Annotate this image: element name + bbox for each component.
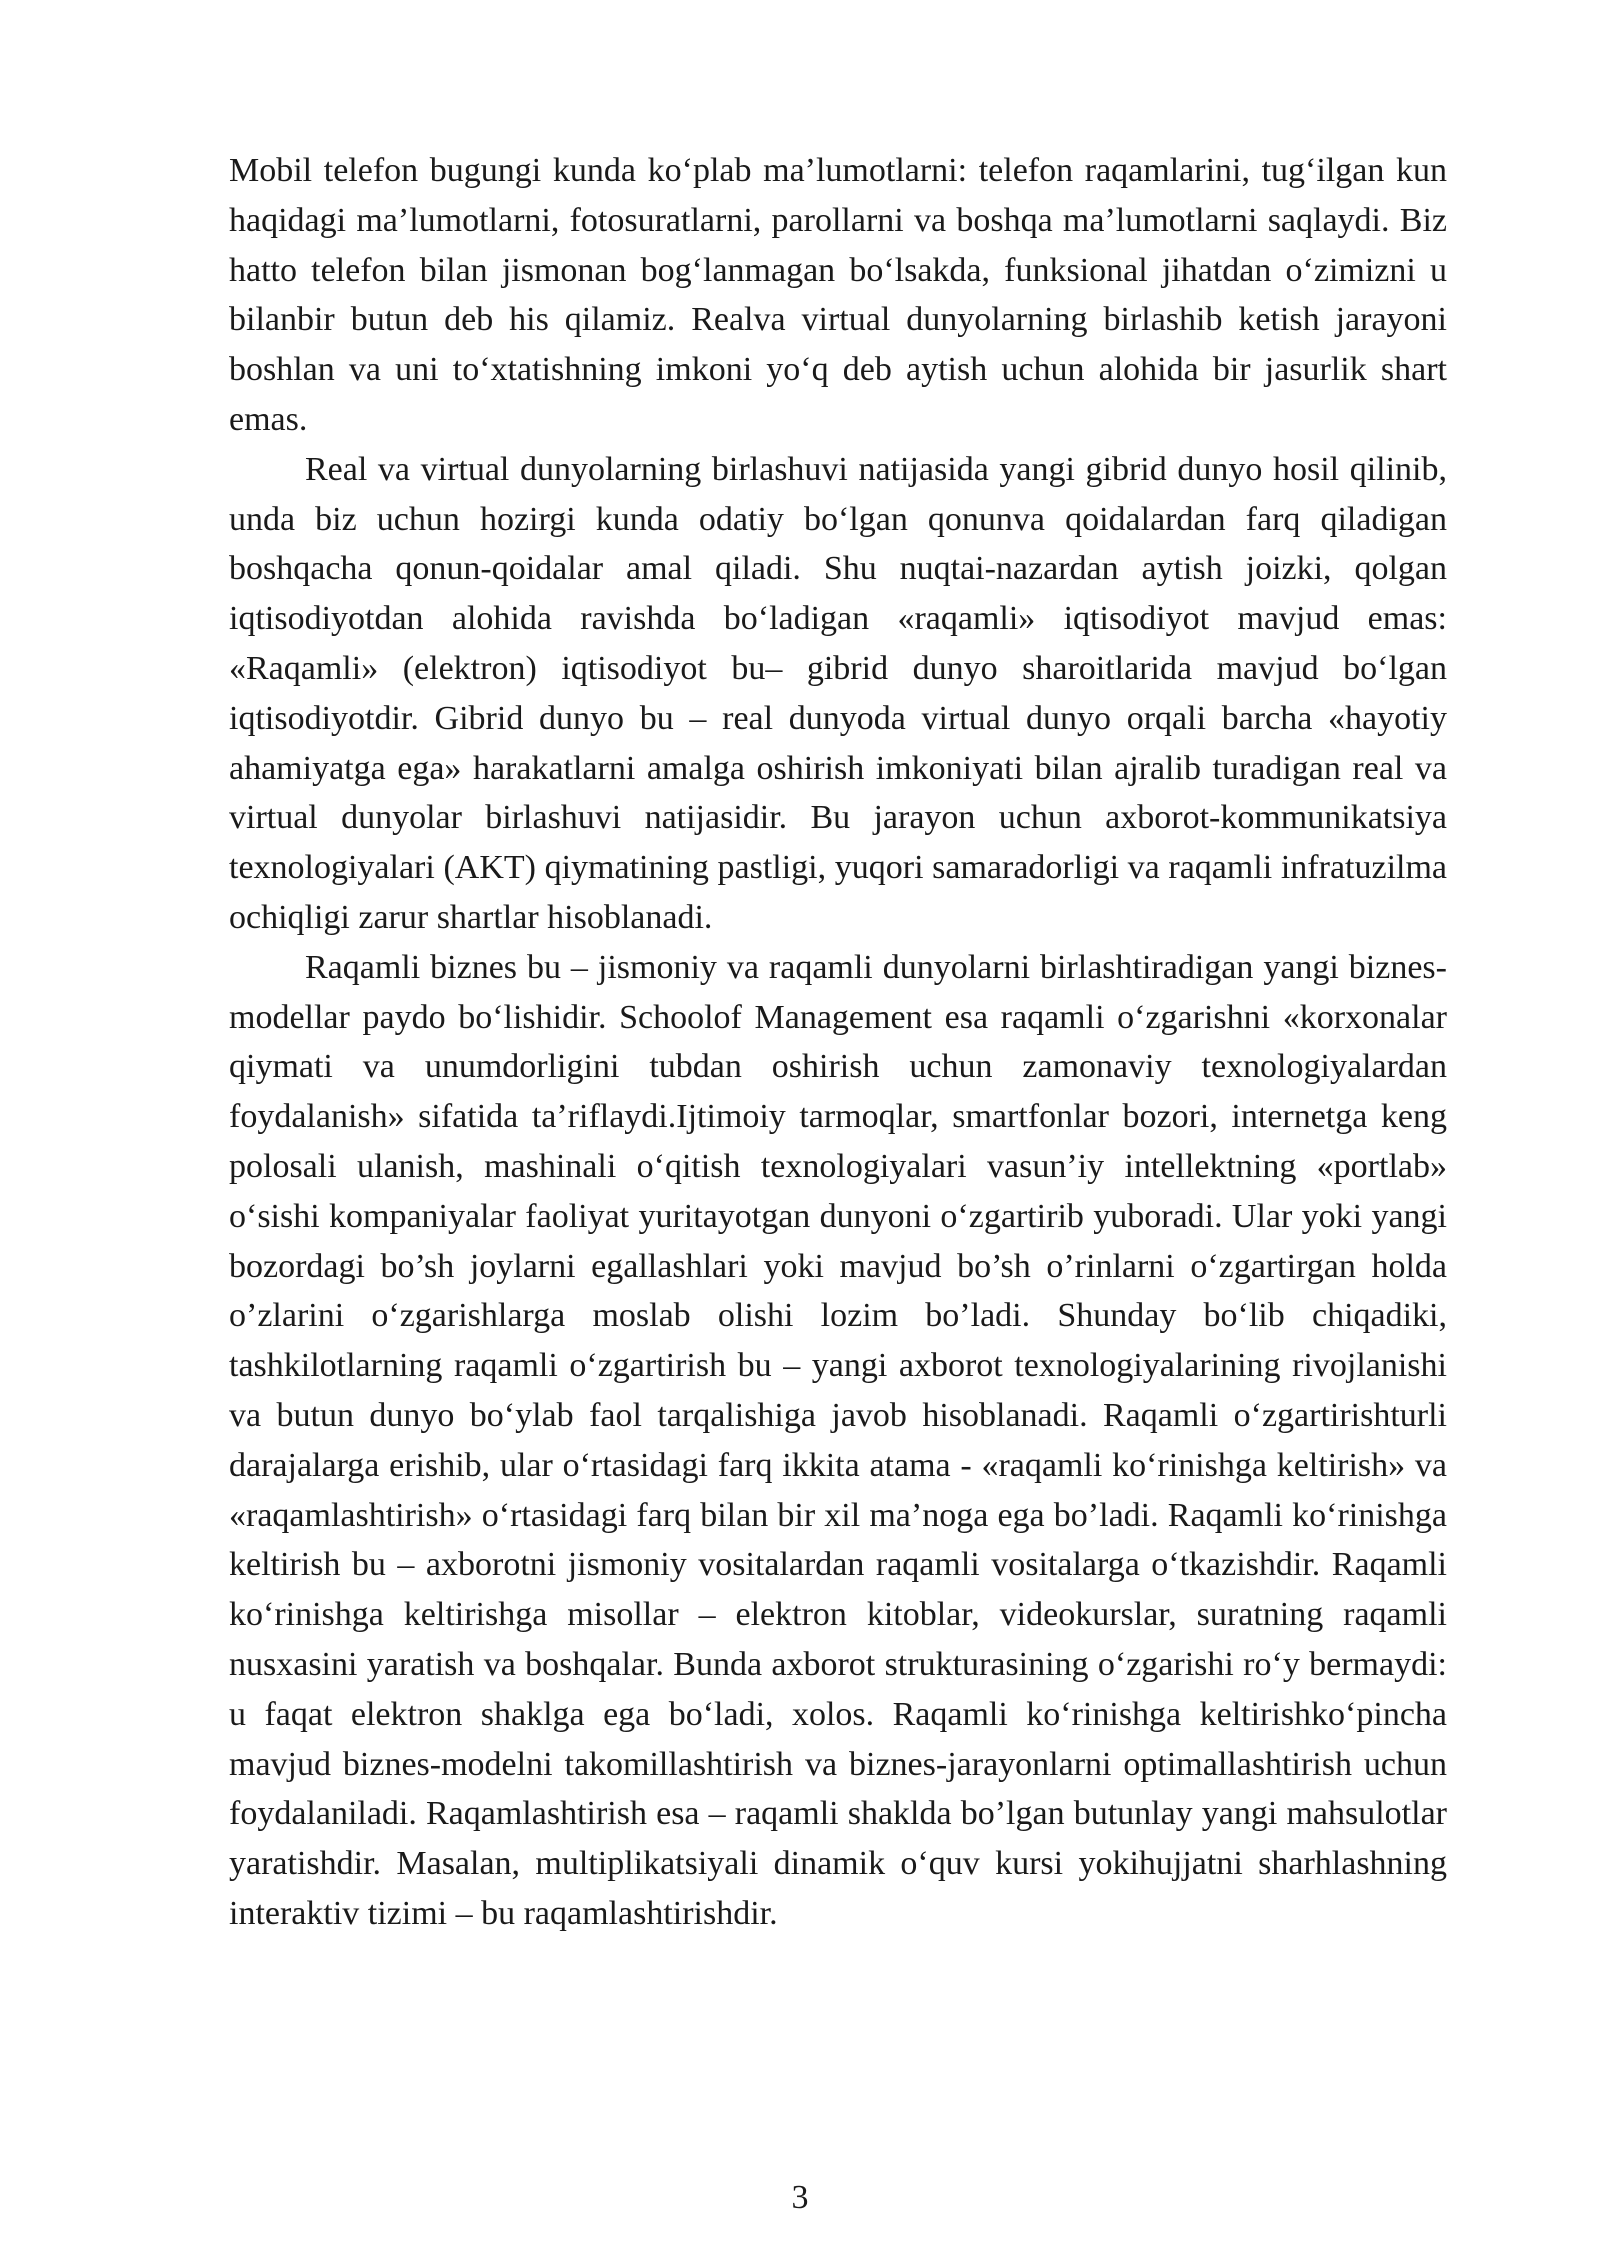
- paragraph-3: Raqamli biznes bu – jismoniy va raqamli dunyolarni birlashtiradigan yangi biznes-modellar paydo bo‘lishidir. Schoolof Management esa raqamli o‘zgarishni «korxonalar qiymati va unumdorligini tubdan oshirish uchun zamonaviy texnologiyalardan foydalanish» sifatida ta’riflaydi.Ijtimoiy tarmoqlar, smartfonlar bozori, internetga keng polosali ulanish, mashinali o‘qitish texnologiyalari vasun’iy intellektning «portlab» o‘sishi kompaniyalar faoliyat yuritayotgan dunyoni o‘zgartirib yuboradi. Ular yoki yangi bozordagi bo’sh joylarni egallashlari yoki mavjud bo’sh o’rinlarni o‘zgartirgan holda o’zlarini o‘zgarishlarga moslab olishi lozim bo’ladi. Shunday bo‘lib chiqadiki, tashkilotlarning raqamli o‘zgartirish bu – yangi axborot texnologiyalarining rivojlanishi va butun dunyo bo‘ylab faol tarqalishiga javob hisoblanadi. Raqamli o‘zgartirishturli darajalarga erishib, ular o‘rtasidagi farq ikkita atama - «raqamli ko‘rinishga keltirish» va «raqamlashtirish» o‘rtasidagi farq bilan bir xil ma’noga ega bo’ladi. Raqamli ko‘rinishga keltirish bu – axborotni jismoniy vositalardan raqamli vositalarga o‘tkazishdir. Raqamli ko‘rinishga keltirishga misollar – elektron kitoblar, videokurslar, suratning raqamli nusxasini yaratish va boshqalar. Bunda axborot strukturasining o‘zgarishi ro‘y bermaydi: u faqat elektron shaklga ega bo‘ladi, xolos. Raqamli ko‘rinishga keltirishko‘pincha mavjud biznes-modelni takomillashtirish va biznes-jarayonlarni optimallashtirish uchun foydalaniladi. Raqamlashtirish esa – raqamli shaklda bo’lgan butunlay yangi mahsulotlar yaratishdir. Masalan, multiplikatsiyali dinamik o‘quv kursi yokihujjatni sharhlashning interaktiv tizimi – bu raqamlashtirishdir.: [229, 948, 1447, 1932]
- page-number: 3: [791, 2179, 809, 2216]
- paragraph-2: Real va virtual dunyolarning birlashuvi natijasida yangi gibrid dunyo hosil qilinib, unda biz uchun hozirgi kunda odatiy bo‘lgan qonunva qoidalardan farq qiladigan boshqacha qonun-qoidalar amal qiladi. Shu nuqtai-nazardan aytish joizki, qolgan iqtisodiyotdan alohida ravishda bo‘ladigan «raqamli» iqtisodiyot mavjud emas: «Raqamli» (elektron) iqtisodiyot bu– gibrid dunyo sharoitlarida mavjud bo‘lgan iqtisodiyotdir. Gibrid dunyo bu – real dunyoda virtual dunyo orqali barcha «hayotiy ahamiyatga ega» harakatlarni amalga oshirish imkoniyati bilan ajralib turadigan real va virtual dunyolar birlashuvi natijasidir. Bu jarayon uchun axborot-kommunikatsiya texnologiyalari (AKT) qiymatining pastligi, yuqori samaradorligi va raqamli infratuzilma ochiqligi zarur shartlar hisoblanadi.: [229, 450, 1447, 936]
- body-text: [229, 146, 1447, 1939]
- paragraph-1: Mobil telefon bugungi kunda ko‘plab ma’lumotlarni: telefon raqamlarini, tug‘ilgan kun haqidagi ma’lumotlarni, fotosuratlarni, parollarni va boshqa ma’lumotlarni saqlaydi. Biz hatto telefon bilan jismonan bog‘lanmagan bo‘lsakda, funksional jihatdan o‘zimizni u bilanbir butun deb his qilamiz. Realva virtual dunyolarning birlashib ketish jarayoni boshlan va uni to‘xtatishning imkoni yo‘q deb aytish uchun alohida bir jasurlik shart emas.: [229, 152, 1447, 438]
